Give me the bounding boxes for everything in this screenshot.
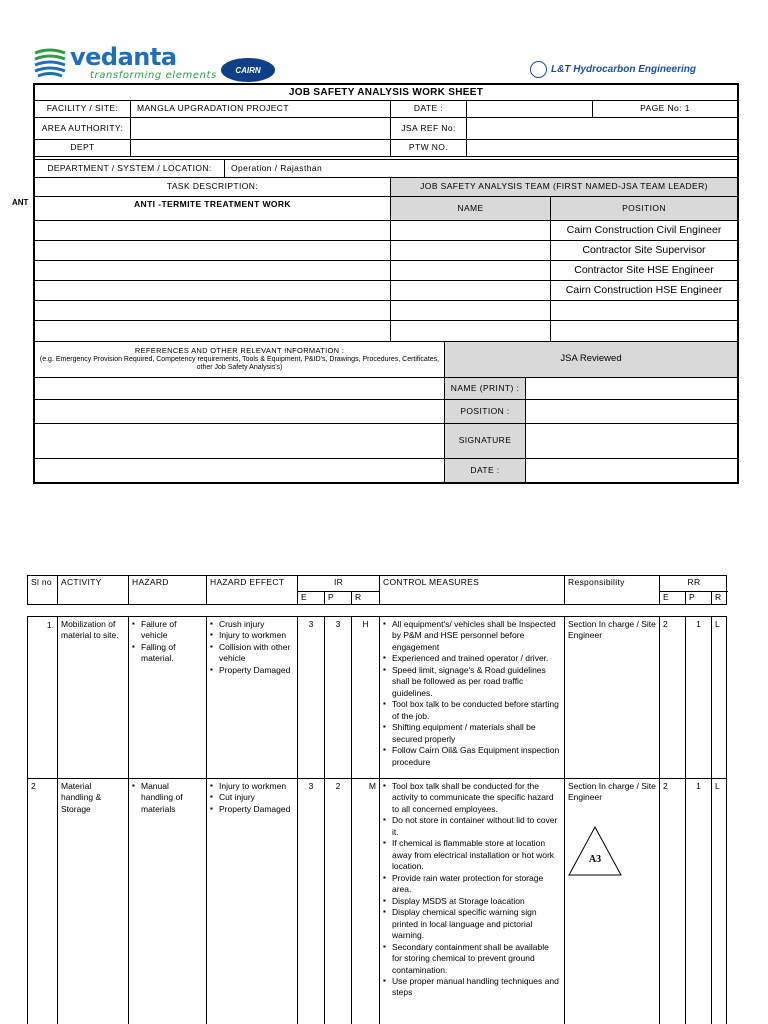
team-name-cell[interactable] — [391, 301, 551, 321]
cairn-logo: CAIRN — [221, 58, 275, 82]
dept-label: DEPT — [35, 140, 131, 157]
header-responsibility: Responsibility — [565, 576, 660, 604]
signature-field[interactable] — [526, 424, 737, 459]
team-name-cell[interactable] — [391, 281, 551, 301]
task-description-value[interactable]: ANTI -TERMITE TREATMENT WORK — [35, 197, 391, 221]
header-ir-r: R — [352, 592, 380, 604]
header-rr: RR — [660, 576, 728, 592]
task-row-blank[interactable] — [35, 321, 391, 342]
team-name-header: NAME — [391, 197, 551, 221]
hazard-item: ▪ Failure of vehicle — [132, 619, 203, 642]
row-controls — [380, 779, 565, 1024]
team-name-cell[interactable] — [391, 221, 551, 241]
team-position-header: POSITION — [551, 197, 737, 221]
task-row-blank[interactable] — [35, 221, 391, 241]
task-row-blank[interactable] — [35, 241, 391, 261]
header-ir: IR — [298, 576, 380, 592]
effect-item: ▪ Injury to workmen — [210, 630, 294, 641]
date-label: DATE : — [391, 101, 467, 118]
page-number: PAGE No: 1 — [593, 101, 737, 118]
control-item: ▪ Tool box talk shall be conducted for the activity to communicate the specific hazard to all concerned employees. — [383, 781, 561, 815]
lt-logo-text: L&T Hydrocarbon Engineering — [551, 64, 697, 75]
row-hazards — [129, 617, 207, 778]
row-sl: 2 — [28, 779, 58, 1024]
row-rr-p: 1 — [686, 617, 712, 778]
jsa-team-header: JOB SAFETY ANALYSIS TEAM (FIRST NAMED-JSA TEAM LEADER) — [391, 178, 737, 197]
row-rr-e: 2 — [660, 617, 686, 778]
control-item: ▪ Follow Cairn Oil& Gas Equipment inspection procedure — [383, 745, 561, 768]
team-position-cell: Contractor Site HSE Engineer — [551, 261, 737, 281]
row-ir-r: M — [352, 779, 380, 1024]
dept-system-label: DEPARTMENT / SYSTEM / LOCATION: — [35, 160, 225, 178]
effect-item: ▪ Property Damaged — [210, 665, 294, 676]
header-activity: ACTIVITY — [58, 576, 129, 604]
row-sl: 1. — [28, 617, 58, 778]
row-activity: Material handling & Storage — [58, 779, 129, 1024]
table-row — [27, 616, 727, 779]
header-control-measures: CONTROL MEASURES — [380, 576, 565, 604]
position-field[interactable] — [526, 400, 737, 424]
vedanta-tagline: transforming elements — [90, 70, 217, 81]
date-signoff-label: DATE : — [445, 459, 526, 482]
effect-item: ▪ Injury to workmen — [210, 781, 294, 792]
date-field[interactable] — [467, 101, 593, 118]
effect-item: ▪ Property Damaged — [210, 804, 294, 815]
jsa-reviewed-header: JSA Reviewed — [445, 342, 737, 378]
references-label — [35, 342, 445, 378]
references-hint: (e.g. Emergency Provision Required, Competency requirements, Tools & Equipment, P&ID's, Drawings, Procedures, Certificates, other Job Safety Analysis's) — [39, 355, 440, 371]
header-ir-e: E — [298, 592, 325, 604]
date-signoff-field[interactable] — [526, 459, 737, 482]
row-controls — [380, 617, 565, 778]
form-title: JOB SAFETY ANALYSIS WORK SHEET — [35, 85, 737, 101]
control-item: ▪ All equipment's/ vehicles shall be Inspected by P&M and HSE personnel before engagement — [383, 619, 561, 653]
references-field[interactable] — [35, 378, 445, 400]
task-description-label: TASK DESCRIPTION: — [35, 178, 391, 197]
team-position-cell[interactable] — [551, 301, 737, 321]
header-sl: Sl no — [28, 576, 58, 604]
a3-stamp — [567, 823, 623, 877]
task-row-blank[interactable] — [35, 301, 391, 321]
ptw-field[interactable] — [467, 140, 737, 157]
vedanta-logo-text: vedanta — [70, 43, 177, 71]
area-authority-field[interactable] — [131, 118, 391, 140]
team-position-cell[interactable] — [551, 321, 737, 342]
control-item: ▪ Shifting equipment / materials shall be secured properly — [383, 722, 561, 745]
effect-item: ▪ Crush injury — [210, 619, 294, 630]
control-item: ▪ Use proper manual handling techniques and steps — [383, 976, 561, 999]
area-authority-label: AREA AUTHORITY: — [35, 118, 131, 140]
references-field[interactable] — [35, 459, 445, 482]
control-item: ▪ Speed limit, signage's & Road guidelines shall be followed as per road traffic guidelines. — [383, 665, 561, 699]
name-print-label: NAME (PRINT) : — [445, 378, 526, 400]
table-row — [27, 778, 727, 1024]
team-name-cell[interactable] — [391, 261, 551, 281]
control-item: ▪ Display MSDS at Storage loacation — [383, 896, 561, 907]
row-rr-r: L — [715, 781, 720, 791]
team-name-cell[interactable] — [391, 321, 551, 342]
name-print-field[interactable] — [526, 378, 737, 400]
team-position-cell: Cairn Construction HSE Engineer — [551, 281, 737, 301]
lt-logo-icon — [530, 61, 547, 78]
header-rr-r: R — [715, 592, 722, 602]
responsibility-text: Section In charge / Site Engineer — [568, 781, 656, 803]
control-item: ▪ Tool box talk to be conducted before starting of the job. — [383, 699, 561, 722]
hazard-item: ▪ Falling of material. — [132, 642, 203, 665]
team-name-cell[interactable] — [391, 241, 551, 261]
position-label: POSITION : — [445, 400, 526, 424]
facility-label: FACILITY / SITE: — [35, 101, 131, 118]
row-ir-p: 3 — [325, 617, 352, 778]
row-hazards — [129, 779, 207, 1024]
control-item: ▪ Display chemical specific warning sign printed in local language and pictorial warning. — [383, 907, 561, 941]
references-title: REFERENCES AND OTHER RELEVANT INFORMATION : — [134, 346, 345, 356]
dept-field[interactable] — [131, 140, 391, 157]
row-effects — [207, 617, 298, 778]
task-row-blank[interactable] — [35, 261, 391, 281]
references-field[interactable] — [35, 400, 445, 424]
header-rr-p: P — [686, 592, 712, 604]
stamp-label: A3 — [588, 854, 602, 865]
row-responsibility: Section In charge / Site Engineer — [565, 617, 660, 778]
row-ir-p: 2 — [325, 779, 352, 1024]
task-row-blank[interactable] — [35, 281, 391, 301]
signature-label: SIGNATURE — [445, 424, 526, 459]
effect-item: ▪ Collision with other vehicle — [210, 642, 294, 665]
control-item: ▪ Do not store in container without lid to cover it. — [383, 815, 561, 838]
dept-system-value[interactable]: Operation / Rajasthan — [225, 160, 737, 178]
references-field[interactable] — [35, 424, 445, 459]
row-rr-r: L — [715, 619, 720, 629]
row-effects — [207, 779, 298, 1024]
header-hazard-effect: HAZARD EFFECT — [207, 576, 298, 604]
hazard-table-header — [27, 575, 727, 605]
effect-item: ▪ Cut injury — [210, 792, 294, 803]
triangle-stamp-icon — [567, 823, 623, 877]
jsa-form — [33, 83, 739, 484]
row-activity: Mobilization of material to site. — [58, 617, 129, 778]
header-rr-e: E — [660, 592, 686, 604]
side-text: ANT — [12, 198, 29, 207]
control-item: ▪ Provide rain water protection for storage area. — [383, 873, 561, 896]
control-item: ▪ Experienced and trained operator / driver. — [383, 653, 561, 664]
team-position-cell: Contractor Site Supervisor — [551, 241, 737, 261]
control-item: ▪ If chemical is flammable store at location away from electrical installation or hot work location. — [383, 838, 561, 872]
control-item: ▪ Secondary containment shall be available for storing chemical to prevent ground contamination. — [383, 942, 561, 976]
header-hazard: HAZARD — [129, 576, 207, 604]
ptw-label: PTW NO. — [391, 140, 467, 157]
row-ir-e: 3 — [298, 779, 325, 1024]
header-ir-p: P — [325, 592, 352, 604]
row-rr-p: 1 — [686, 779, 712, 1024]
row-responsibility — [565, 779, 660, 1024]
jsa-ref-field[interactable] — [467, 118, 737, 140]
hazard-item: ▪ Manual handling of materials — [132, 781, 203, 815]
team-position-cell: Cairn Construction Civil Engineer — [551, 221, 737, 241]
vedanta-logo-icon — [32, 44, 68, 80]
jsa-ref-label: JSA REF No: — [391, 118, 467, 140]
row-ir-e: 3 — [298, 617, 325, 778]
row-rr-e: 2 — [660, 779, 686, 1024]
row-ir-r: H — [352, 617, 380, 778]
facility-value[interactable]: MANGLA UPGRADATION PROJECT — [131, 101, 391, 118]
